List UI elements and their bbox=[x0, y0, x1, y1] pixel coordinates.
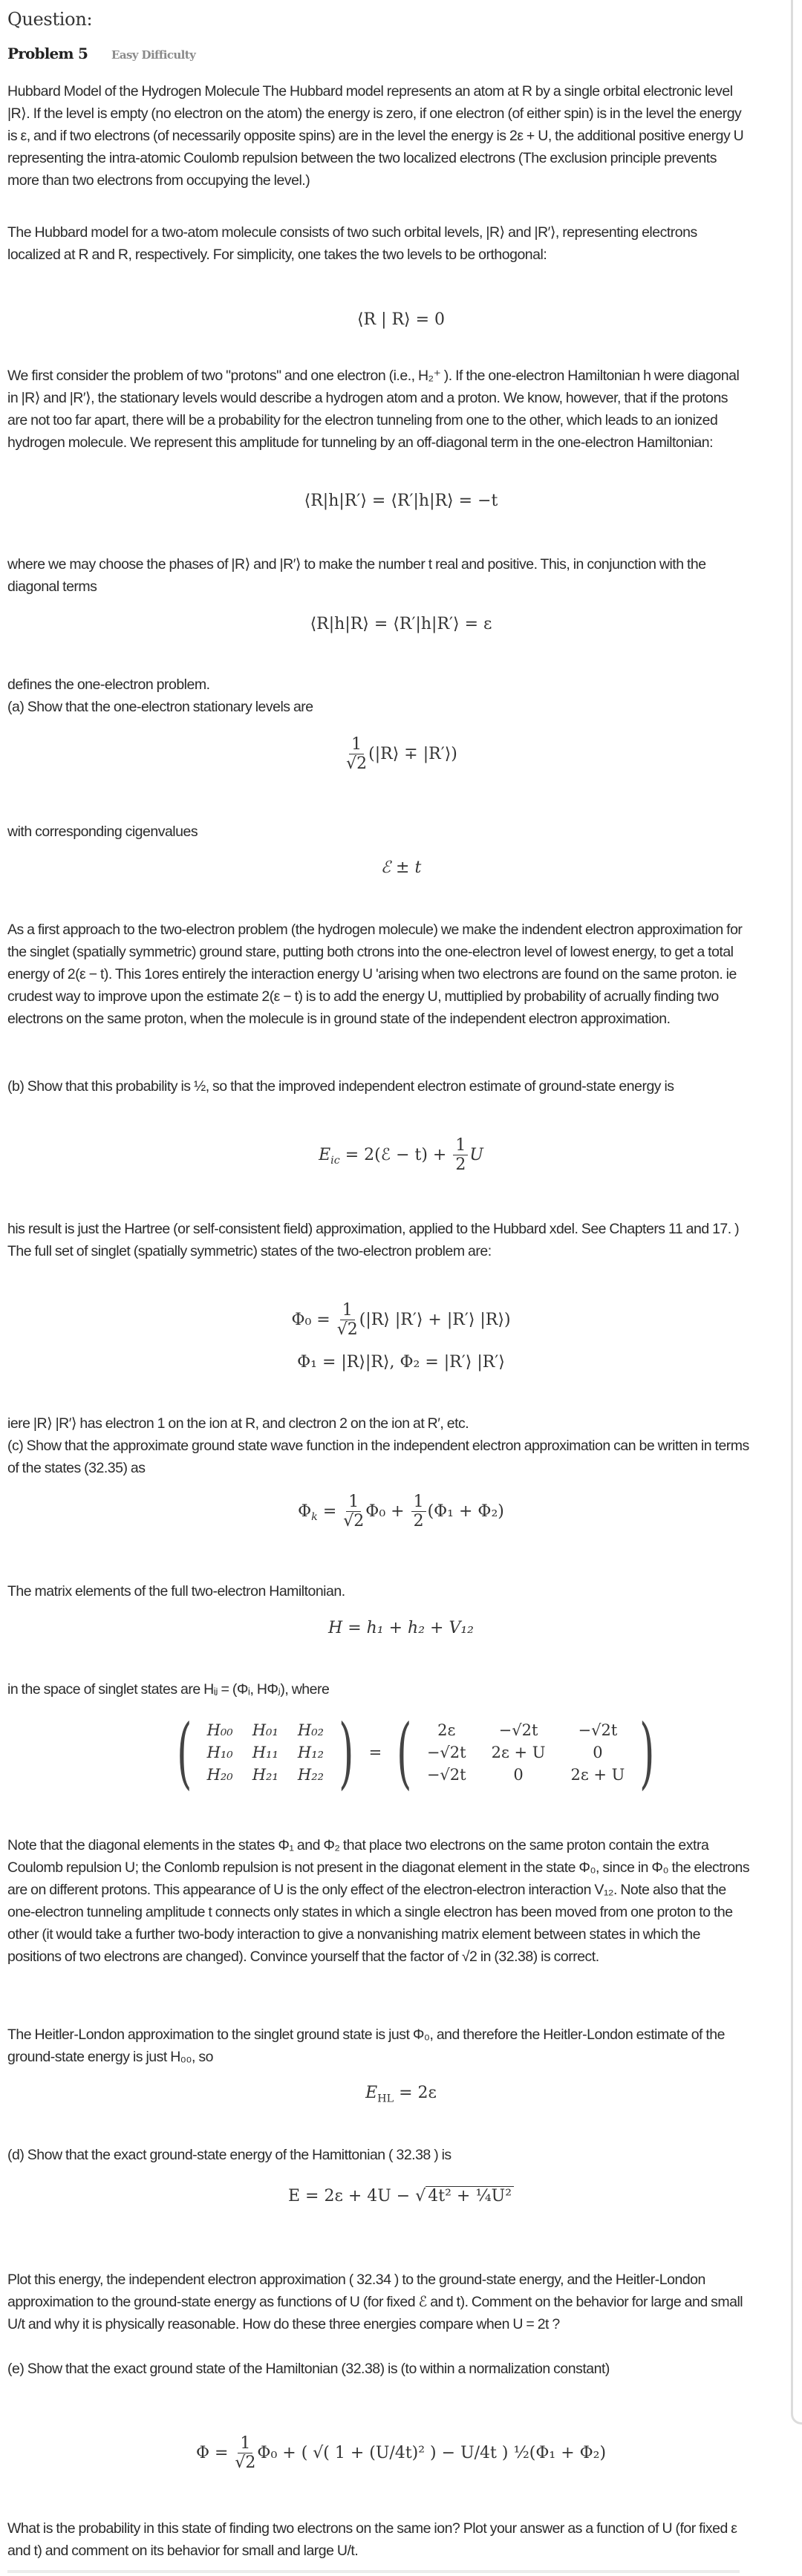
paragraph-note-diagonal: Note that the diagonal elements in the states Φ₁ and Φ₂ that place two electrons on the same proton contain the extra Coulomb repulsion U; the Conlomb repulsion is not present in the diagonat element in the state Φ₀, since in Φ₀ the electrons are on different protons. This appearance of U is the only effect of the electron-electron interaction V₁₂. Note also that the one-electron tunneling amplitude t connects only states in which a single electron has been moved from one proton to the other (it would take a further two-body interaction to give a nonvanishing matrix element between states in which the positions of two electrons are changed). Convince yourself that the factor of √2 in (32.38) is correct. bbox=[7, 1837, 750, 1965]
equation-ehl: $E_{HL} = 2\varepsilon$ bbox=[365, 2084, 437, 2105]
fraction: $\frac{1}{√2}$ bbox=[346, 735, 368, 774]
equals-sign: = bbox=[368, 1744, 382, 1761]
fraction: $\frac{1}{√2}$ bbox=[336, 1301, 358, 1340]
paragraph-one-electron: We first consider the problem of two "protons" and one electron (i.e., H₂⁺ ). If the one-electron Hamiltonian h were diagonal in |R⟩ and |R′⟩, the stationary levels would describe a hydrogen atom and a proton. We know, however, that if the protons are not too far apart, there will be a probability for the electron tunneling from one to the other, which leads to an ionized hydrogen molecule. We represent this amplitude for tunneling by an off-diagonal term in the one-electron Hamiltonian: bbox=[7, 368, 740, 451]
paragraph-first-approach: As a first approach to the two-electron problem (the hydrogen molecule) we make the indendent electron approximation for the singlet (spatially symmetric) ground stare, putting both ctrons into the one-electron level of lowest energy, to get a total energy of 2(ε − t). This 1ores entirely the interaction energy U 'arising when two electrons are found on the same proton. ie crudest way to improve upon the estimate 2(ε − t) is to add the energy U, muttiplied by probability of acrually finding two electrons on the same proton, when the molecule is in ground state of the independent electron approximation. bbox=[7, 922, 743, 1027]
right-paren: ) bbox=[639, 1707, 655, 1798]
equation-tunneling: ⟨R|h|R′⟩ = ⟨R′|h|R⟩ = −t bbox=[304, 492, 498, 510]
paragraph-phases: where we may choose the phases of |R⟩ and |R′⟩ to make the number t real and positive. This, in conjunction with the diagonal terms bbox=[7, 556, 706, 595]
equation-exact-energy: E = 2ε + 4U − √ 4t² + ¼U² bbox=[0, 2187, 802, 2205]
paragraph-electron-ion: iere |R⟩ |R′⟩ has electron 1 on the ion at R, and clectron 2 on the ion at R′, etc. bbox=[7, 1415, 469, 1432]
paragraph-two-atom: The Hubbard model for a two-atom molecule consists of two such orbital levels, |R⟩ and |R′⟩, representing electrons localized at R and R, respectively. For simplicity, one takes the two levels to be orthogonal: bbox=[7, 224, 697, 263]
equation-exact-state: Φ = $\frac{1}{√2}$ Φ₀ + ( √( 1 + (U/4t)² ) − U/4t ) ½(Φ₁ + Φ₂) bbox=[195, 2434, 607, 2473]
paragraph-intro: Hubbard Model of the Hydrogen Molecule The Hubbard model represents an atom at R by a single orbital electronic level |R⟩. If the level is empty (no electron on the atom) the energy is zero, if one electron (of either spin) is in the level the energy is ε, and if two electrons (of necessarily opposite spins) are in the level the energy is 2ε + U, the additional positive energy U representing the intra-atomic Coulomb repulsion between the two localized electrons (The exclusion principle prevents more than two electrons from occupying the level.) bbox=[7, 83, 744, 189]
equation-levels: $\frac{1}{√2}$ (|R⟩ ∓ |R′⟩) bbox=[346, 735, 457, 774]
sqrt-symbol: √ bbox=[415, 2187, 426, 2205]
fraction: $\frac{1}{√2}$ bbox=[343, 1493, 365, 1531]
paragraph-singlet-space: in the space of singlet states are Hᵢⱼ = (Φᵢ, HΦⱼ), where bbox=[7, 1681, 330, 1698]
question-label: Question: bbox=[7, 9, 93, 30]
hamiltonian-matrix-equation bbox=[169, 1707, 662, 1798]
left-paren: ( bbox=[177, 1707, 192, 1798]
equation-hamiltonian: H = h₁ + h₂ + V₁₂ bbox=[328, 1619, 474, 1637]
right-paren: ) bbox=[339, 1707, 354, 1798]
left-paren: ( bbox=[397, 1707, 412, 1798]
divider bbox=[7, 2570, 740, 2573]
equation-eigenvalues: ℰ ± t bbox=[380, 858, 422, 877]
fraction: $\frac{1}{2}$ bbox=[411, 1493, 426, 1531]
paragraph-plot-energy: Plot this energy, the independent electron approximation ( 32.34 ) to the ground-state energy, and the Heitler-London approximation to the ground-state energy as functions of U (for fixed ℰ and t). Comment on the behavior for large and small U/t and why it is physically reasonable. How do these three energies compare when U = 2t ? bbox=[7, 2272, 743, 2332]
paragraph-defines: defines the one-electron problem. bbox=[7, 676, 210, 693]
equation-orthogonal: ⟨R | R⟩ = 0 bbox=[356, 310, 446, 329]
difficulty-badge: Easy Difficulty bbox=[111, 48, 196, 62]
problem-title: Problem 5 bbox=[7, 45, 88, 62]
equation-phik: $\Phi_k$ = $\frac{1}{√2}$ Φ₀ + $\frac{1}{2}$ (Φ₁ + Φ₂) bbox=[298, 1493, 504, 1531]
paragraph-heitler-london: The Heitler-London approximation to the singlet ground state is just Φ₀, and therefore the Heitler-London estimate of the ground-state energy is just H₀₀, so bbox=[7, 2026, 725, 2065]
part-c-prompt: (c) Show that the approximate ground state wave function in the independent electron approximation can be written in terms of the states (32.35) as bbox=[7, 1438, 749, 1476]
content-panel-border bbox=[791, 0, 802, 2425]
paragraph-eigenvalues: with corresponding cigenvalues bbox=[7, 824, 198, 840]
fraction: $\frac{1}{√2}$ bbox=[235, 2434, 256, 2473]
part-a-prompt: (a) Show that the one-electron stationary levels are bbox=[7, 699, 313, 715]
part-e-prompt: (e) Show that the exact ground state of the Hamiltonian (32.38) is (to within a normalization constant) bbox=[7, 2361, 610, 2377]
fraction: $\frac{1}{2}$ bbox=[453, 1136, 468, 1175]
equation-diagonal: ⟨R|h|R⟩ = ⟨R′|h|R′⟩ = ε bbox=[310, 615, 492, 633]
paragraph-probability-question: What is the probability in this state of finding two electrons on the same ion? Plot your answer as a function of U (for fixed ε and t) and comment on its behavior for small and large U/t. bbox=[7, 2520, 737, 2559]
matrix-rhs: 2ε −√2t −√2t −√2t 2ε + U 0 −√2t 0 2ε + U bbox=[426, 1721, 625, 1784]
paragraph-matrix-elements: The matrix elements of the full two-electron Hamiltonian. bbox=[7, 1583, 345, 1600]
part-d-prompt: (d) Show that the exact ground-state energy of the Hamittonian ( 32.38 ) is bbox=[7, 2147, 451, 2163]
equation-phi1-phi2: Φ₁ = |R⟩|R⟩, Φ₂ = |R′⟩ |R′⟩ bbox=[297, 1353, 505, 1372]
equation-phi0: Φ₀ = $\frac{1}{√2}$ (|R⟩ |R′⟩ + |R′⟩ |R⟩) bbox=[291, 1301, 511, 1340]
matrix-lhs: H₀₀ H₀₁ H₀₂ H₁₀ H₁₁ H₁₂ H₂₀ H₂₁ H₂₂ bbox=[206, 1721, 325, 1784]
part-b-prompt: (b) Show that this probability is ½, so that the improved independent electron estimate of ground-state energy is bbox=[7, 1078, 674, 1095]
paragraph-hartree: his result is just the Hartree (or self-consistent field) approximation, applied to the Hubbard xdel. See Chapters 11 and 17. ) The full set of singlet (spatially symmetric) states of the two-electron problem are: bbox=[7, 1221, 740, 1259]
equation-eic: $E_{ic}$ = 2(ℰ − t) + $\frac{1}{2}$ U bbox=[319, 1136, 483, 1175]
